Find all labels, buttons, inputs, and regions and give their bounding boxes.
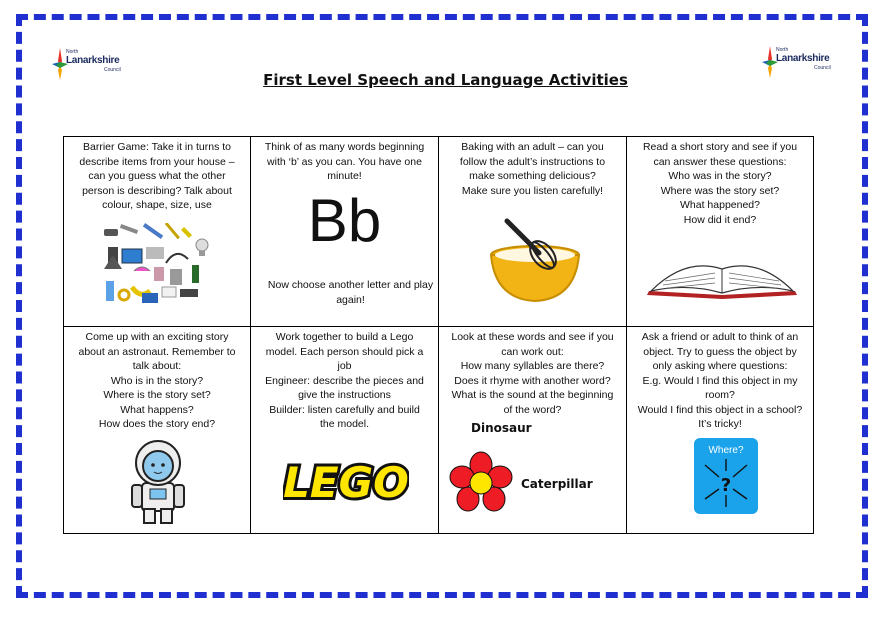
text-line: How many syllables are there?: [460, 360, 605, 372]
text-line: colour, shape, size, use: [102, 199, 212, 211]
logo-line-2: Lanarkshire: [66, 55, 120, 66]
text-line: with ‘b’ as you can. You have one: [267, 155, 422, 168]
text-line: Where is the story set?: [103, 389, 211, 401]
text-line: of the word?: [503, 403, 562, 416]
activity-where-questions: [627, 327, 813, 533]
household-items-icon: [100, 223, 215, 308]
page-title: First Level Speech and Language Activities: [263, 71, 628, 89]
activity-text: [64, 137, 250, 213]
word-dinosaur: Dinosaur: [471, 421, 532, 435]
logo-line-1: North: [776, 47, 789, 53]
text-line: How did it end?: [683, 213, 757, 226]
big-letter: Bb: [307, 187, 382, 254]
word-caterpillar: Caterpillar: [521, 477, 593, 491]
text-line: can work out:: [501, 345, 564, 358]
astronaut-icon: [128, 439, 188, 527]
text-line: follow the adult’s instructions to: [459, 155, 606, 168]
text-line: Think of as many words beginning: [264, 141, 425, 153]
text-line: object. Try to guess the object by: [643, 345, 797, 358]
text-line: Work together to build a Lego: [275, 331, 414, 343]
where-card-icon: [693, 437, 759, 515]
logo-line-3: Council: [814, 65, 831, 71]
activity-word-sounds: [439, 327, 627, 533]
activity-short-story: [627, 137, 813, 327]
open-book-icon: [645, 255, 799, 301]
activity-barrier-game: [64, 137, 251, 327]
text-line: Now choose another letter and play: [267, 279, 434, 291]
text-line: give the instructions: [298, 389, 391, 401]
lego-logo-icon: [283, 451, 409, 509]
text-line: Engineer: describe the pieces and: [265, 374, 424, 387]
activity-text: [251, 137, 438, 184]
text-line: E.g. Would I find this object in my: [642, 374, 798, 387]
text-line: What is the sound at the beginning: [451, 389, 614, 401]
text-line: minute!: [327, 170, 362, 182]
text-line: about an astronaut. Remember to: [78, 345, 236, 358]
text-line: job: [337, 360, 352, 372]
text-line: can you guess what the other: [88, 170, 226, 182]
text-line: Read a short story and see if you: [642, 141, 798, 153]
text-line: room?: [705, 389, 735, 401]
text-line: again!: [336, 293, 365, 306]
text-line: Look at these words and see if you: [451, 331, 614, 343]
activity-text: [627, 137, 813, 227]
activity-text: [439, 137, 626, 198]
text-line: Where was the story set?: [660, 184, 780, 197]
question-mark: ?: [720, 475, 732, 496]
activity-text: [251, 327, 438, 432]
text-line: can answer these questions:: [653, 155, 787, 168]
text-line: Make sure you listen carefully!: [461, 184, 604, 197]
text-line: What happens?: [120, 403, 194, 416]
text-line: How does the story end?: [98, 418, 216, 430]
text-line: only asking where questions:: [652, 360, 788, 372]
activity-lego: [251, 327, 439, 533]
activity-letter-words: [251, 137, 439, 327]
logo-line-3: Council: [104, 67, 121, 73]
text-line: Barrier Game: Take it in turns to: [82, 141, 232, 153]
activity-text: [439, 327, 626, 417]
text-line: Who is in the story?: [110, 374, 204, 387]
text-line: Who was in the story?: [668, 170, 772, 182]
where-card-label: Where?: [708, 445, 744, 456]
flower-icon: [449, 451, 513, 513]
text-line: Does it rhyme with another word?: [454, 374, 611, 387]
logo-line-2: Lanarkshire: [776, 53, 830, 64]
text-line: describe items from your house –: [79, 155, 235, 168]
text-line: model. Each person should pick a: [265, 345, 424, 358]
text-line: Baking with an adult – can you: [461, 141, 604, 153]
mixing-bowl-icon: [487, 217, 583, 307]
text-line: make something delicious?: [469, 170, 596, 182]
text-line: the model.: [319, 418, 370, 430]
lego-logo-text: LEGO: [283, 458, 409, 507]
text-line: person is describing? Talk about: [82, 184, 232, 197]
activity-followup-text: [251, 275, 439, 307]
text-line: Builder: listen carefully and build: [269, 403, 420, 416]
text-line: Come up with an exciting story: [85, 331, 229, 343]
text-line: Would I find this object in a school?: [637, 403, 803, 416]
text-line: talk about:: [132, 360, 182, 372]
activity-text: [64, 327, 250, 432]
activity-text: [627, 327, 813, 432]
activity-baking: [439, 137, 627, 327]
logo-line-1: North: [66, 49, 79, 55]
text-line: It’s tricky!: [698, 418, 742, 430]
activity-grid: [63, 136, 814, 534]
activity-astronaut-story: [64, 327, 251, 533]
text-line: What happened?: [680, 199, 760, 211]
text-line: Ask a friend or adult to think of an: [641, 331, 799, 343]
